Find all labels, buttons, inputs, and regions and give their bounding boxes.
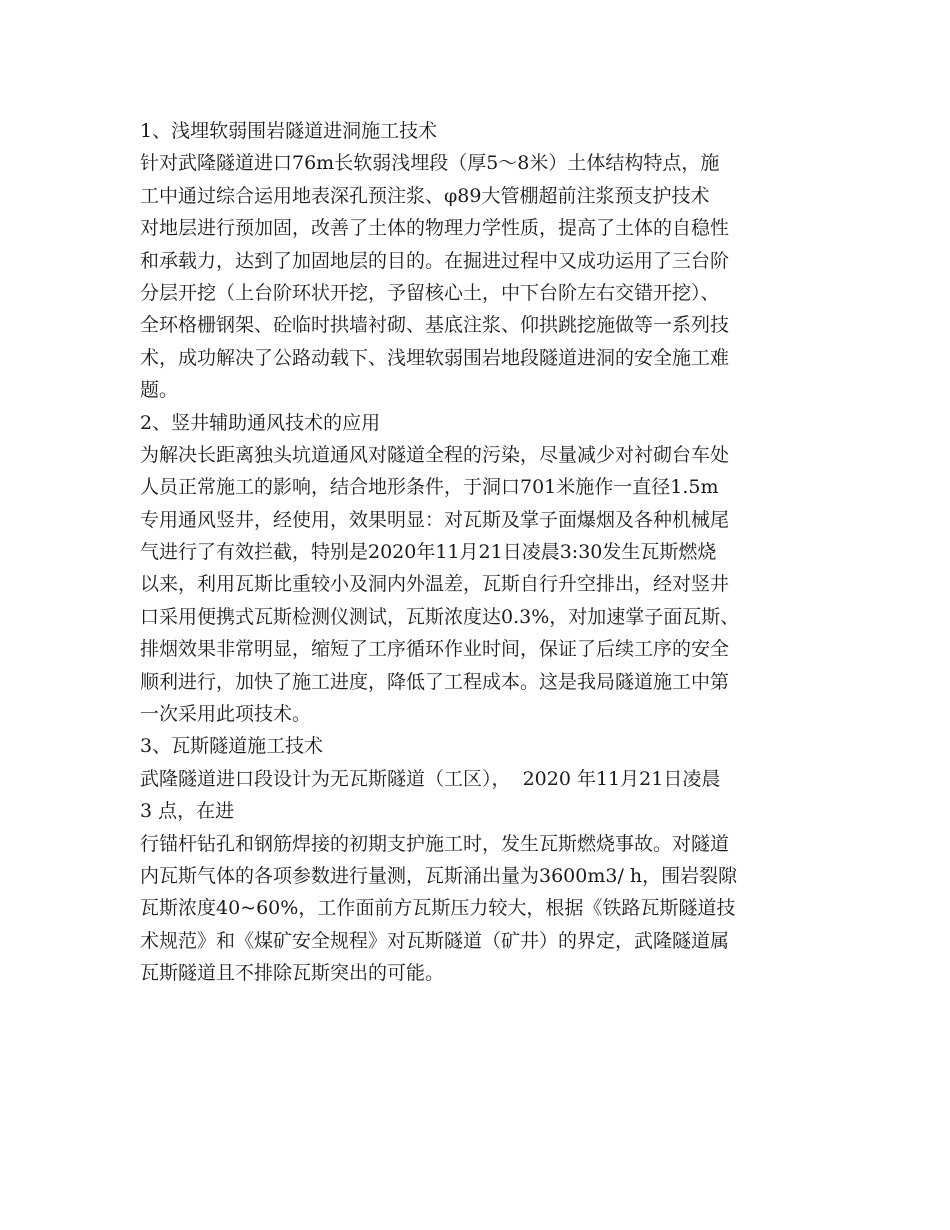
paragraph-line: 和承载力，达到了加固地层的目的。在掘进过程中又成功运用了三台阶 <box>140 249 730 272</box>
paragraph-line: 对地层进行预加固，改善了土体的物理力学性质，提高了土体的自稳性 <box>140 217 730 240</box>
document-page <box>140 115 820 990</box>
paragraph-line: 为解决长距离独头坑道通风对隧道全程的污染，尽量减少对衬砌台车处 <box>140 443 730 466</box>
paragraph-line: 针对武隆隧道进口76m长软弱浅埋段（厚5～8米）土体结构特点，施 <box>140 152 720 175</box>
paragraph-line: 行锚杆钻孔和钢筋焊接的初期支护施工时，发生瓦斯燃烧事故。对隧道 <box>140 832 730 855</box>
paragraph-line: 以来，利用瓦斯比重较小及洞内外温差，瓦斯自行升空排出，经对竖井 <box>140 573 730 596</box>
paragraph-line: 内瓦斯气体的各项参数进行量测，瓦斯涌出量为3600m3/ h，围岩裂隙 <box>140 864 738 887</box>
paragraph-line: 工中通过综合运用地表深孔预注浆、φ89大管棚超前注浆预支护技术 <box>140 184 710 207</box>
section-heading-1: 1、浅埋软弱围岩隧道进洞施工技术 <box>140 120 438 142</box>
paragraph-line: 武隆隧道进口段设计为无瓦斯隧道（工区）， 2020 年11月21日凌晨 <box>140 767 721 790</box>
paragraph-line: 题。 <box>140 379 179 402</box>
paragraph-line: 术规范》和《煤矿安全规程》对瓦斯隧道（矿井）的界定，武隆隧道属 <box>140 929 730 952</box>
section-heading-2: 2、竖井辅助通风技术的应用 <box>140 411 381 434</box>
paragraph-line: 瓦斯浓度40~60%，工作面前方瓦斯压力较大，根据《铁路瓦斯隧道技 <box>140 897 736 920</box>
paragraph-line: 气进行了有效拦截，特别是2020年11月21日凌晨3:30发生瓦斯燃烧 <box>140 541 717 564</box>
paragraph-line: 3 点，在进 <box>140 800 235 823</box>
paragraph-line: 一次采用此项技术。 <box>140 703 312 726</box>
paragraph-line: 术，成功解决了公路动载下、浅埋软弱围岩地段隧道进洞的安全施工难 <box>140 346 730 369</box>
paragraph-line: 分层开挖（上台阶环状开挖，予留核心土，中下台阶左右交错开挖）、 <box>140 281 720 304</box>
paragraph-line: 瓦斯隧道且不排除瓦斯突出的可能。 <box>140 962 445 985</box>
paragraph-line: 人员正常施工的影响，结合地形条件，于洞口701米施作一直径1.5m <box>140 476 719 499</box>
section-heading-3: 3、瓦斯隧道施工技术 <box>140 735 324 758</box>
paragraph-line: 排烟效果非常明显，缩短了工序循环作业时间，保证了后续工序的安全 <box>140 638 730 661</box>
paragraph-line: 全环格栅钢架、砼临时拱墙衬砌、基底注浆、仰拱跳挖施做等一系列技 <box>140 314 730 337</box>
paragraph-line: 顺利进行，加快了施工进度，降低了工程成本。这是我局隧道施工中第 <box>140 670 730 693</box>
paragraph-line: 专用通风竖井，经使用，效果明显：对瓦斯及掌子面爆烟及各种机械尾 <box>140 508 730 531</box>
paragraph-line: 口采用便携式瓦斯检测仪测试，瓦斯浓度达0.3%，对加速掌子面瓦斯、 <box>140 605 740 628</box>
